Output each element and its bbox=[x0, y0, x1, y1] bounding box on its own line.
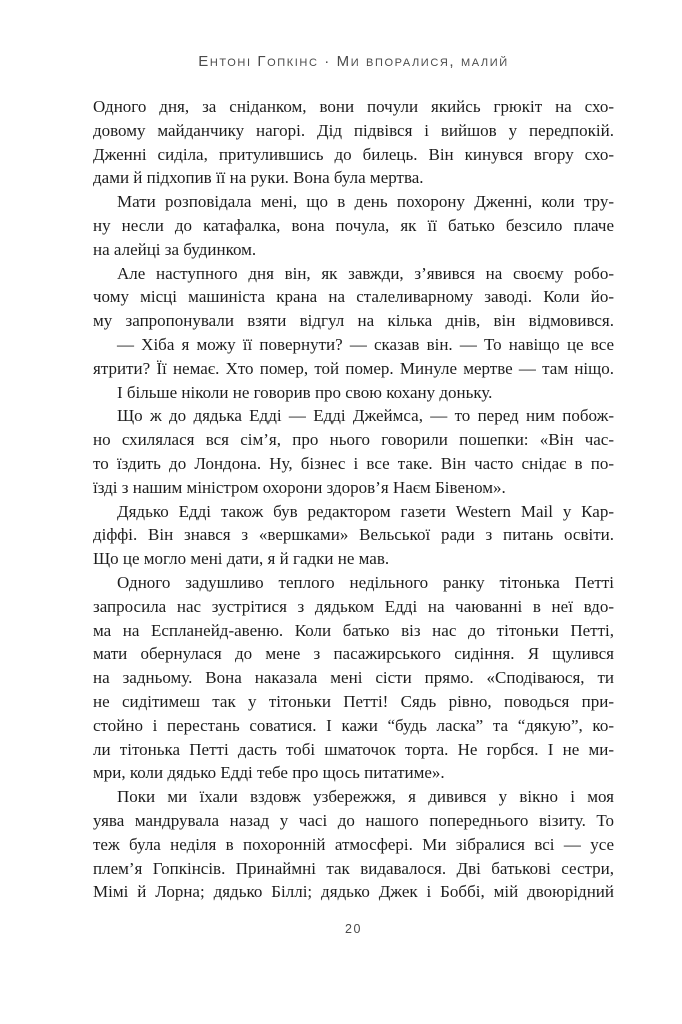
text-line: Дядько Едді також був редактором газети Western Mail у Кар- bbox=[117, 501, 614, 521]
text-line: довому майданчику нагорі. Дід підвівся і вийшов у передпокій. bbox=[93, 120, 614, 140]
paragraph bbox=[93, 571, 614, 785]
text-line: стойно і перестань соватися. І кажи “будь ласка” та “дякую”, ко- bbox=[93, 715, 614, 735]
text-line: діффі. Він знався з «вершками» Вельської ради з питань освіти. bbox=[93, 525, 614, 545]
paragraph bbox=[93, 785, 614, 904]
text-line: ма на Еспланейд-авеню. Коли батько віз нас до тітоньки Петті, bbox=[93, 620, 614, 640]
text-line: уява мандрувала назад у часі до нашого попереднього візиту. То bbox=[93, 810, 614, 830]
text-line: чому місці машиніста крана на сталеливарному заводі. Коли йо- bbox=[93, 287, 614, 307]
text-line: ятрити? Її немає. Хто помер, той помер. Минуле мертве — там ніщо. bbox=[93, 358, 614, 378]
text-line: ли тітонька Петті дасть тобі шматочок торта. Не горбся. І не ми- bbox=[93, 739, 614, 759]
text-line: — Хіба я можу її повернути? — сказав він. — То навіщо це все bbox=[117, 334, 614, 354]
paragraph bbox=[93, 500, 614, 571]
text-line: запросила нас зустрітися з дядьком Едді на чаюванні в неї вдо- bbox=[93, 596, 614, 616]
text-line: Що ж до дядька Едді — Едді Джеймса, — то перед ним побож- bbox=[117, 406, 614, 426]
paragraph bbox=[93, 262, 614, 333]
text-line: Що це могло мені дати, я й гадки не мав. bbox=[93, 549, 390, 569]
paragraph bbox=[93, 333, 614, 381]
text-line: їзді з нашим міністром охорони здоров’я Наєм Бівеном». bbox=[93, 477, 506, 497]
text-line: ну несли до катафалка, вона почула, як її батько безсило плаче bbox=[93, 215, 614, 235]
text-line: І більше ніколи не говорив про свою кохану доньку. bbox=[117, 382, 493, 402]
text-line: плем’я Гопкінсів. Принаймні так видавалося. Дві батькові сестри, bbox=[93, 858, 614, 878]
text-line: Поки ми їхали вздовж узбережжя, я дивився у вікно і моя bbox=[117, 787, 614, 807]
page-number: 20 bbox=[345, 922, 362, 936]
text-line: но схилялася вся сім’я, про нього говорили пошепки: «Він час- bbox=[93, 430, 614, 450]
text-line: Одного дня, за сніданком, вони почули якийсь грюкіт на схо- bbox=[93, 97, 614, 116]
text-line: Дженні сиділа, притулившись до билець. Він кинувся вгору схо- bbox=[93, 144, 614, 164]
paragraph bbox=[93, 381, 614, 405]
text-line: теж була неділя в похоронній атмосфері. Ми зібралися всі — усе bbox=[93, 834, 614, 854]
text-line: Одного задушливо теплого недільного ранку тітонька Петті bbox=[117, 572, 614, 592]
text-line: на задньому. Вона наказала мені сісти прямо. «Сподіваюся, ти bbox=[93, 668, 614, 688]
text-line: то їздить до Лондона. Ну, бізнес і все таке. Він часто снідає в по- bbox=[93, 453, 614, 473]
text-line: на алейці за будинком. bbox=[93, 239, 257, 259]
text-line: Але наступного дня він, як завжди, з’явився на своєму робо- bbox=[117, 263, 614, 283]
text-line: Мати розповідала мені, що в день похорону Дженні, коли тру- bbox=[117, 192, 614, 212]
paragraph bbox=[93, 95, 614, 190]
text-line: дами й підхопив її на руки. Вона була мертва. bbox=[93, 168, 424, 188]
text-line: му запропонували взяти відгул на кілька днів, він відмовився. bbox=[93, 311, 614, 331]
text-block bbox=[93, 95, 614, 904]
text-line: мри, коли дядько Едді тебе про щось питатиме». bbox=[93, 763, 445, 783]
paragraph bbox=[93, 190, 614, 261]
text-line: Мімі й Лорна; дядько Біллі; дядько Джек і Боббі, мій двоюрідний bbox=[93, 882, 614, 902]
running-header: Ентоні Гопкінс · Ми впоралися, малий bbox=[198, 53, 509, 70]
text-line: не сидітимеш так у тітоньки Петті! Сядь рівно, поводься при- bbox=[93, 691, 614, 711]
text-line: мати обернулася до мене з пасажирського сидіння. Я щулився bbox=[93, 644, 614, 664]
paragraph bbox=[93, 404, 614, 499]
